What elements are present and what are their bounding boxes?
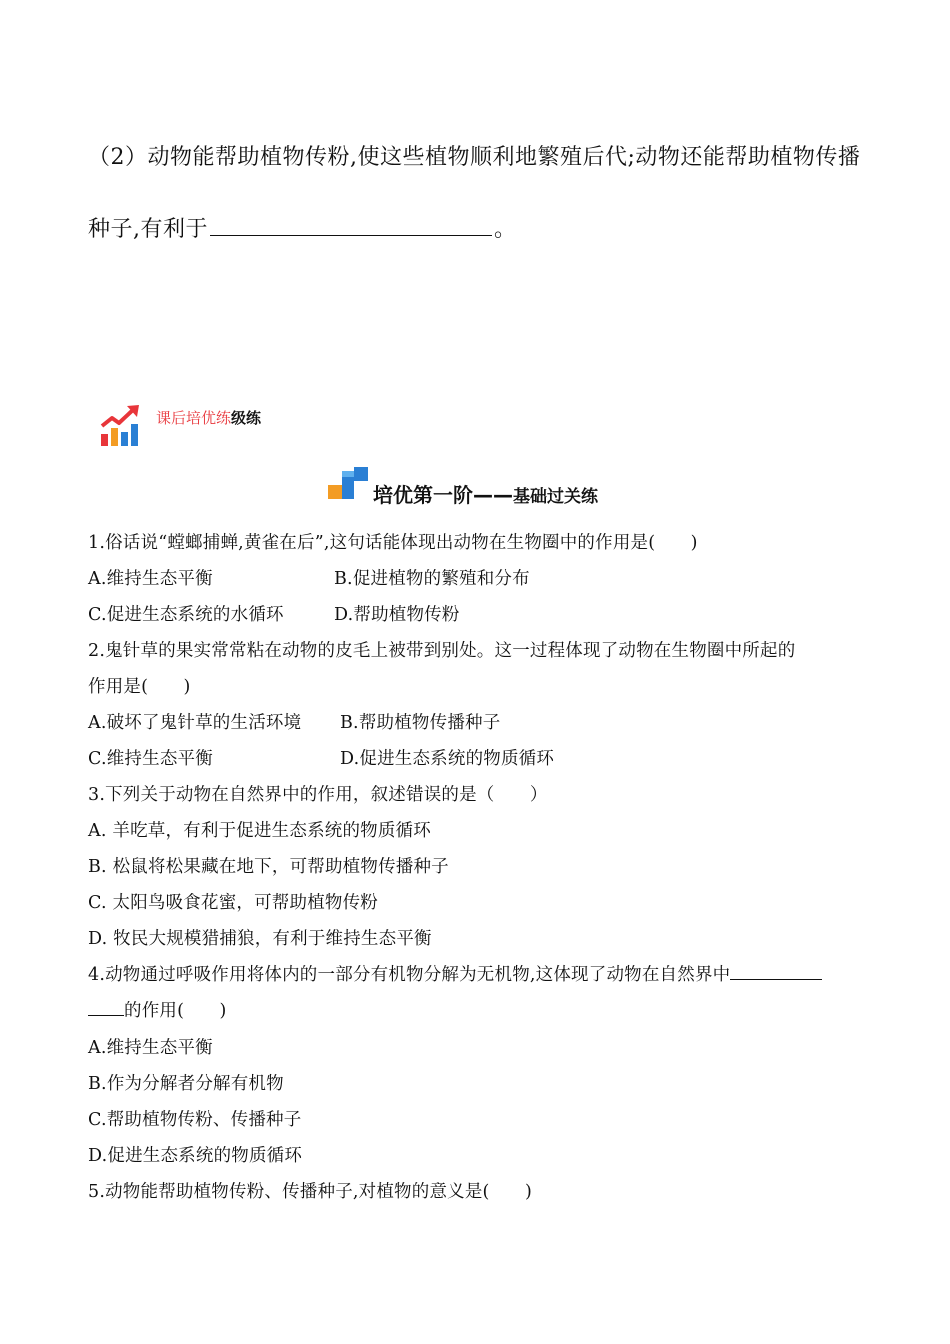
- question-3-option-b[interactable]: B. 松鼠将松果藏在地下，可帮助植物传播种子: [88, 857, 449, 877]
- question-1-stem: 1.俗话说“螳螂捕蝉,黄雀在后”,这句话能体现出动物在生物圈中的作用是( ): [88, 533, 698, 553]
- question-4-stem-line-2: [88, 997, 227, 1022]
- section-title-sub: 基础过关练: [513, 487, 598, 507]
- question-5-stem: 5.动物能帮助植物传粉、传播种子,对植物的意义是( ): [88, 1182, 533, 1202]
- answer-blank[interactable]: [210, 215, 492, 236]
- question-3-option-c[interactable]: C. 太阳鸟吸食花蜜，可帮助植物传粉: [88, 893, 378, 913]
- banner-title: [156, 407, 261, 428]
- question-4-option-a[interactable]: A.维持生态平衡: [88, 1038, 213, 1058]
- question-3-option-a[interactable]: A. 羊吃草，有利于促进生态系统的物质循环: [88, 821, 431, 841]
- intro-line-2-suffix: 。: [494, 217, 517, 242]
- question-2-option-d[interactable]: D.促进生态系统的物质循环: [340, 749, 555, 769]
- question-4-blank-part-2[interactable]: [88, 999, 124, 1016]
- question-4-option-d[interactable]: D.促进生态系统的物质循环: [88, 1146, 303, 1166]
- question-2-stem-line-2: 作用是( ): [88, 677, 191, 697]
- banner-dark-text: 级练: [231, 409, 262, 427]
- question-1-option-b[interactable]: B.促进植物的繁殖和分布: [334, 569, 530, 589]
- question-2-option-b[interactable]: B.帮助植物传播种子: [340, 713, 501, 733]
- question-1-option-c[interactable]: C.促进生态系统的水循环: [88, 605, 284, 625]
- question-1-option-a[interactable]: A.维持生态平衡: [88, 569, 213, 589]
- question-4-stem-tail: 的作用( ): [124, 1001, 227, 1021]
- question-1-option-d[interactable]: D.帮助植物传粉: [334, 605, 460, 625]
- intro-line-1: （2）动物能帮助植物传粉,使这些植物顺利地繁殖后代;动物还能帮助植物传播: [88, 145, 861, 170]
- section-title: [373, 479, 598, 508]
- question-3-stem: 3.下列关于动物在自然界中的作用，叙述错误的是（ ）: [88, 785, 548, 805]
- question-3-option-d[interactable]: D. 牧民大规模猎捕狼，有利于维持生态平衡: [88, 929, 432, 949]
- question-2-option-c[interactable]: C.维持生态平衡: [88, 749, 213, 769]
- question-2-stem-line-1: 2.鬼针草的果实常常粘在动物的皮毛上被带到别处。这一过程体现了动物在生物圈中所起的: [88, 641, 796, 661]
- banner-red-text: 课后培优练: [156, 409, 232, 427]
- question-4-option-c[interactable]: C.帮助植物传粉、传播种子: [88, 1110, 302, 1130]
- section-title-main: 培优第一阶——: [373, 483, 513, 507]
- question-4-stem-line-1: [88, 961, 822, 986]
- question-4-option-b[interactable]: B.作为分解者分解有机物: [88, 1074, 284, 1094]
- intro-line-2-prefix: 种子,有利于: [88, 217, 208, 242]
- question-4-blank-part-1[interactable]: [730, 963, 822, 980]
- intro-line-2: [88, 212, 517, 243]
- stairs-icon: [328, 465, 368, 499]
- growth-chart-icon: [99, 404, 141, 448]
- question-2-option-a[interactable]: A.破坏了鬼针草的生活环境: [88, 713, 302, 733]
- question-4-stem-text: 4.动物通过呼吸作用将体内的一部分有机物分解为无机物,这体现了动物在自然界中: [88, 965, 731, 985]
